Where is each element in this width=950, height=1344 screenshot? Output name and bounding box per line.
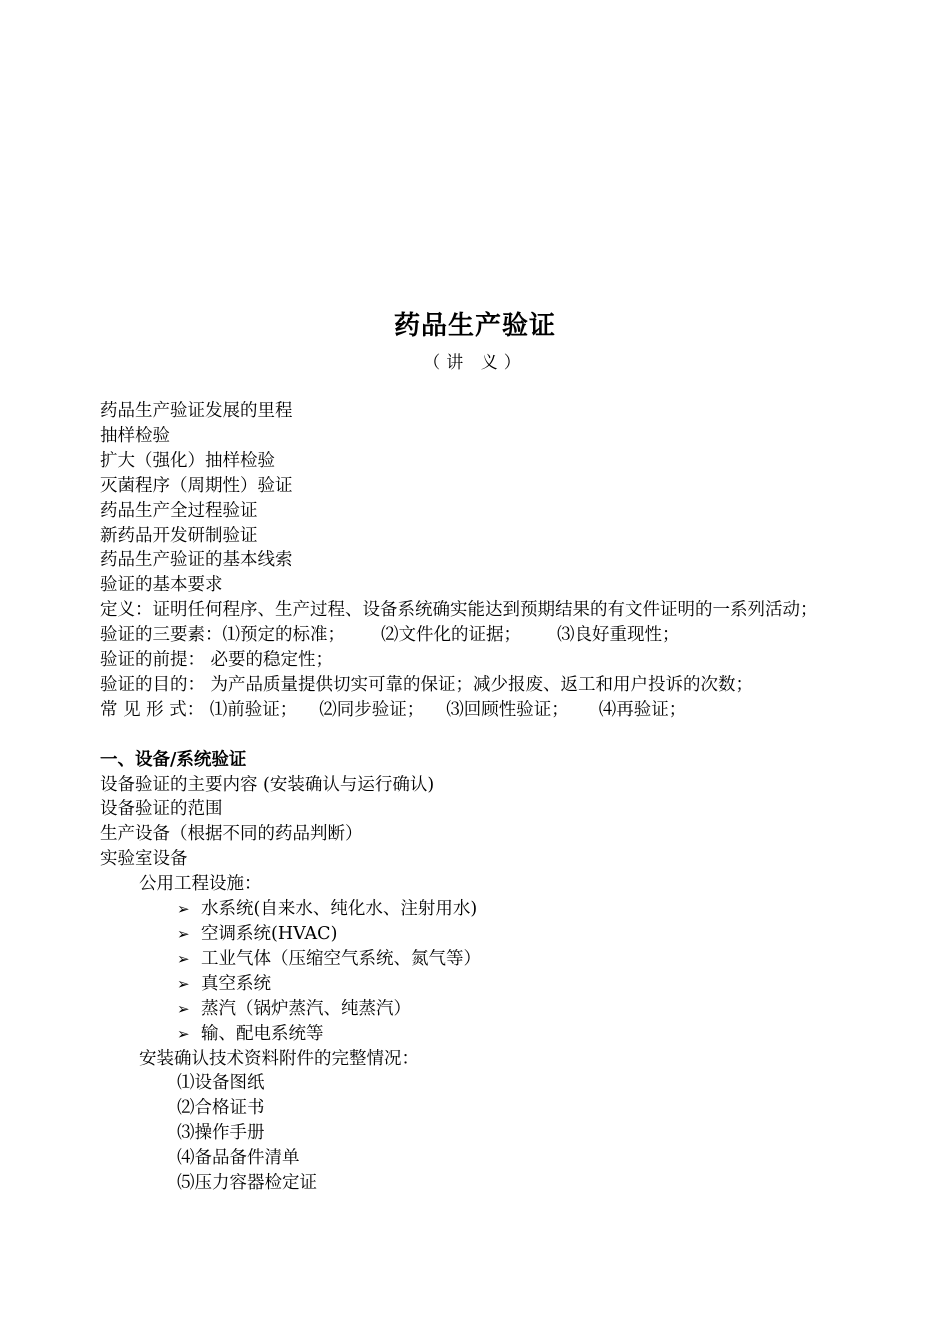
three-elements-label: 验证的三要素：: [100, 625, 223, 646]
intro-line: 抽样检验: [100, 425, 170, 446]
definition-paragraph: 定义：证明任何程序、生产过程、设备系统确实能达到预期结果的有文件证明的一系列活动；: [100, 600, 818, 621]
utility-item-label: 真空系统: [201, 973, 271, 994]
utility-item: [100, 997, 860, 1022]
intro-line: 扩大（强化）抽样检验: [100, 450, 275, 471]
intro-line: 灭菌程序（周期性）验证: [100, 475, 293, 496]
forms-line: [100, 698, 860, 723]
doc-item: ⑵合格证书: [177, 1098, 265, 1119]
three-elements-item: ⑵文件化的证据；: [381, 625, 521, 646]
three-elements-item: ⑶良好重现性；: [557, 625, 680, 646]
arrowhead-bullet-icon: ➢: [177, 925, 190, 944]
utility-item-label: 水系统(自来水、纯化水、注射用水): [201, 899, 478, 920]
section-line: 设备验证的范围: [100, 799, 223, 820]
doc-item: ⑸压力容器检定证: [177, 1173, 317, 1194]
arrowhead-bullet-icon: ➢: [177, 999, 190, 1018]
forms-label: 常 见 形 式：: [100, 699, 205, 720]
docs-label: 安装确认技术资料附件的完整情况：: [139, 1048, 419, 1069]
utility-item-label: 输、配电系统等: [201, 1023, 324, 1044]
arrowhead-bullet-icon: ➢: [177, 1024, 190, 1043]
purpose-line: 验证的目的： 为产品质量提供切实可靠的保证；减少报废、返工和用户投诉的次数；: [100, 674, 754, 695]
forms-item: ⑷再验证；: [598, 699, 687, 720]
forms-item: ⑴前验证；: [209, 699, 298, 720]
intro-line: 药品生产验证发展的里程: [100, 401, 293, 421]
intro-line: 药品生产验证的基本线索: [100, 550, 293, 571]
utility-item: [100, 897, 860, 922]
section-heading: 一、设备/系统验证: [100, 749, 247, 770]
three-elements-line: [100, 623, 860, 648]
arrowhead-bullet-icon: ➢: [177, 900, 190, 919]
three-elements-item: ⑴预定的标准；: [222, 625, 345, 646]
intro-line: 验证的基本要求: [100, 575, 223, 596]
doc-item: ⑴设备图纸: [177, 1073, 265, 1094]
utility-item-label: 蒸汽（锅炉蒸汽、纯蒸汽）: [201, 998, 411, 1019]
utility-item: [100, 1022, 860, 1047]
section-line: 实验室设备: [100, 849, 188, 870]
forms-item: ⑵同步验证；: [319, 699, 425, 720]
document-title: 药品生产验证: [393, 311, 556, 341]
utility-item: [100, 922, 860, 947]
doc-item: ⑷备品备件清单: [177, 1148, 300, 1169]
arrowhead-bullet-icon: ➢: [177, 949, 190, 968]
premise-line: 验证的前提： 必要的稳定性；: [100, 650, 334, 671]
utility-item-label: 工业气体（压缩空气系统、氮气等）: [201, 948, 481, 969]
intro-line: 药品生产全过程验证: [100, 500, 258, 521]
utility-item: [100, 972, 860, 997]
doc-item: ⑶操作手册: [177, 1123, 265, 1144]
document-subtitle: （讲 义）: [423, 353, 527, 373]
section-line: 生产设备（根据不同的药品判断）: [100, 824, 363, 845]
document-body: [100, 399, 860, 1196]
intro-line: 新药品开发研制验证: [100, 525, 258, 546]
forms-item: ⑶回顾性验证；: [446, 699, 569, 720]
section-line: 设备验证的主要内容 (安装确认与运行确认): [100, 774, 435, 795]
arrowhead-bullet-icon: ➢: [177, 974, 190, 993]
blank-line: [100, 723, 860, 748]
utility-item-label: 空调系统(HVAC): [201, 924, 338, 945]
utilities-label: 公用工程设施：: [139, 874, 262, 895]
utility-item: [100, 947, 860, 972]
